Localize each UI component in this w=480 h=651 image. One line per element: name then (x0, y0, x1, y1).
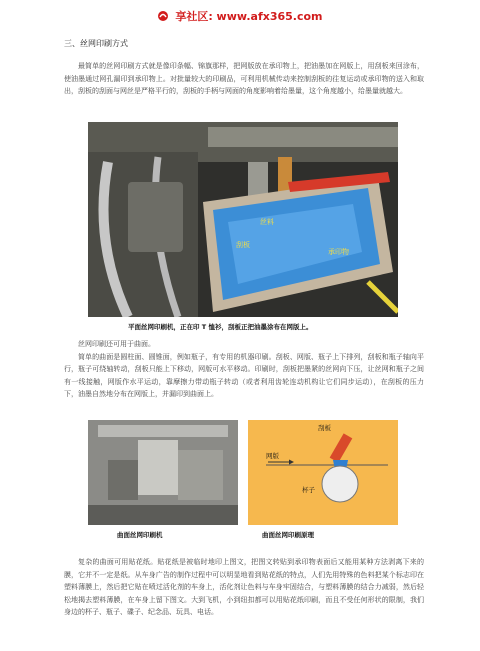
figure2-left-caption: 曲面丝网印刷机 (117, 531, 163, 539)
section-heading: 三、丝网印刷方式 (64, 39, 128, 48)
site-header-text: 享社区: www.afx365.com (175, 10, 323, 23)
paragraph-4 (64, 556, 424, 619)
figure2-right-caption: 曲面丝网印刷原理 (262, 531, 314, 539)
label-substrate: 承印物 (328, 248, 349, 256)
flat-screen-printer-photo (88, 122, 398, 317)
paragraph-text: 复杂的曲面可用贴花纸。贴花纸是被临时地印上图文，把图文转贴到承印物表面后又能用某种方法剥离下来的膜，它并不一定是纸。从车身广告的制作过程中可以明显地看到贴花纸的特点，人们先用特殊的色料把某个标志印在塑料薄膜上，然后把它贴在喷过活化剂的车身上，活化剂让色料与车身牢固结合，与塑料薄膜的结合力减弱，然后轻松地揭去塑料薄膜，在车身上留下图文。大到飞机，小到纽扣都可以用贴花纸印刷，而且不受任何形状的限制，我们身边的杯子、瓶子、碟子、纪念品、玩具、电话。 (64, 558, 424, 616)
label-ink: 丝料 (260, 218, 274, 226)
figure1-caption: 平面丝网印刷机，正在印 T 恤衫，刮板正把油墨涂布在网版上。 (128, 323, 313, 331)
paragraph-text: 丝网印刷还可用于曲面。 (78, 340, 155, 348)
paragraph-text: 简单的曲面是圆柱面、圆锥面，例如瓶子，有专用的机器印刷。刮板、网版、瓶子上下排列，刮板和瓶子轴向平行，瓶子可绕轴转动，刮板只能上下移动，网版可水平移动。印刷时，刮板把墨紧的丝网向下压，让丝网和瓶子之间有一线接触，网版作水平运动，靠摩擦力带动瓶子转动（或者利用齿轮连动机构让它们同步运动），在刮板的压力下，油墨自然地分布在网版上，并漏印到曲面上。 (64, 352, 424, 398)
diagram-label-screen: 网版 (266, 452, 279, 460)
diagram-label-squeegee: 刮板 (318, 424, 331, 432)
curved-printing-figure (88, 420, 398, 525)
label-squeegee: 刮板 (236, 241, 250, 249)
paragraph-2 (64, 338, 424, 401)
diagram-label-cup: 杯子 (302, 486, 315, 494)
site-logo-icon (157, 10, 169, 22)
paragraph-text: 最简单的丝网印刷方式就是像印条幅、锦旗那样，把网版放在承印物上，把油墨加在网版上，用刮板来回涂布，使油墨通过网孔漏印到承印物上。对批量较大的印刷品，可利用机械传动来控制刮板的往复运动或承印物的送入和取出，刮板的刮面与网丝是严格平行的，刮板的手柄与网面的角度影响着给墨量，这个角度越小，给墨量就越大。 (64, 62, 424, 95)
paragraph-1 (64, 60, 424, 98)
site-header (0, 8, 480, 24)
